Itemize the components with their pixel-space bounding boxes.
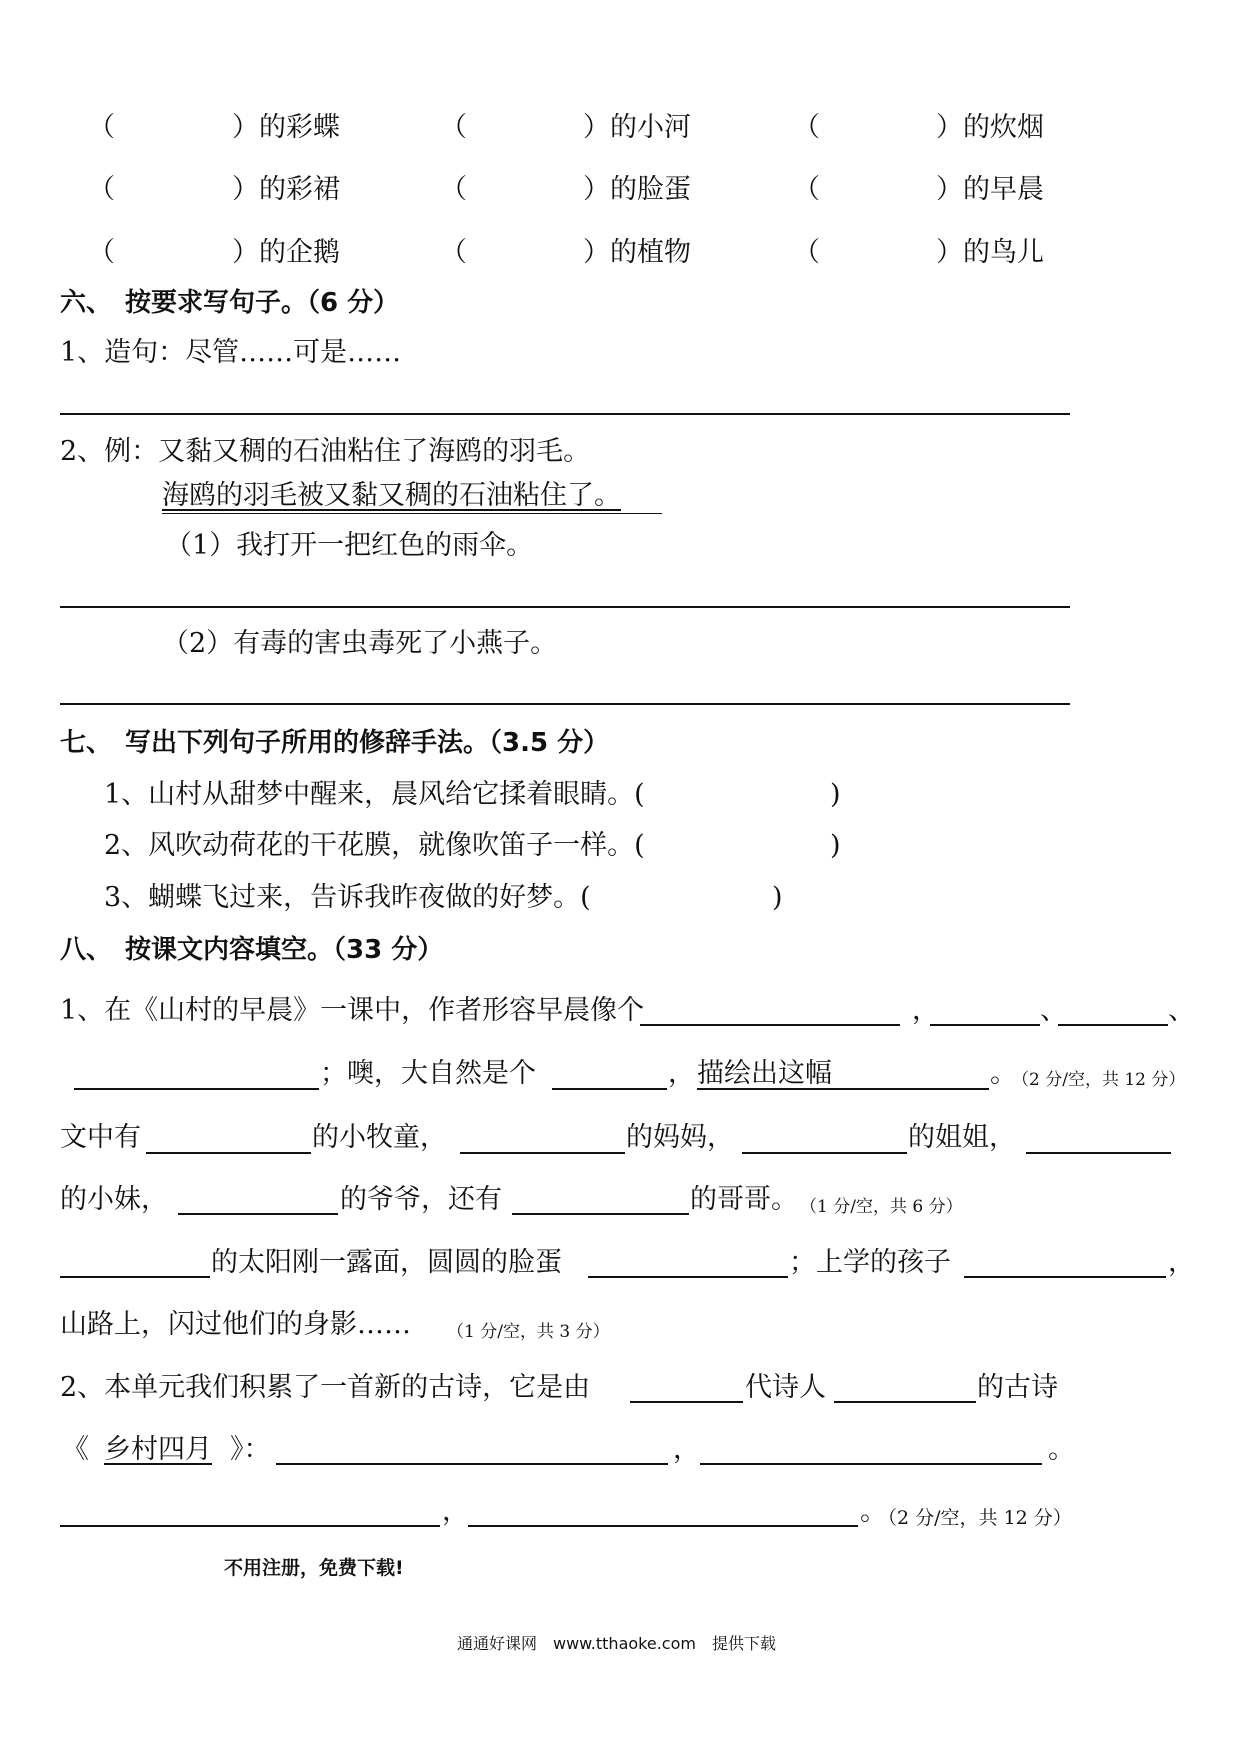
phrase-cell: ）的小河 bbox=[583, 112, 691, 143]
score-note: （1 分/空，共 6 分） bbox=[800, 1197, 963, 1217]
section-8-title: 八、 按课文内容填空。（33 分） bbox=[60, 935, 444, 965]
blank[interactable] bbox=[460, 1152, 625, 1154]
phrase-cell: ）的彩裙 bbox=[232, 174, 340, 205]
l3-d: 的姐姐， bbox=[908, 1122, 1016, 1153]
example-underline bbox=[162, 513, 662, 514]
s8-q2-b: 代诗人 bbox=[745, 1372, 826, 1403]
s8-q1-d: 描绘出这幅 bbox=[697, 1058, 832, 1089]
poem-title: 乡村四月 bbox=[104, 1434, 212, 1465]
s6-q1: 1、造句：尽管……可是…… bbox=[60, 337, 402, 368]
answer-line[interactable] bbox=[60, 606, 1070, 608]
s6-sub1: （1）我打开一把红色的雨伞。 bbox=[165, 530, 534, 561]
answer-line[interactable] bbox=[60, 703, 1070, 705]
blank[interactable] bbox=[834, 1401, 976, 1403]
phrase-cell: ）的企鹅 bbox=[232, 237, 340, 268]
blank[interactable] bbox=[146, 1152, 311, 1154]
blank[interactable] bbox=[276, 1463, 668, 1465]
section-6-title: 六、 按要求写句子。（6 分） bbox=[60, 288, 400, 318]
blank[interactable] bbox=[697, 1088, 989, 1090]
paren-open: （ bbox=[793, 112, 820, 143]
blank[interactable] bbox=[640, 1024, 900, 1026]
poem-close: 》： bbox=[230, 1434, 271, 1465]
blank[interactable] bbox=[588, 1276, 788, 1278]
s7-close: ) bbox=[772, 882, 783, 913]
dun: 、 bbox=[1040, 995, 1067, 1026]
comma: ， bbox=[668, 1058, 695, 1089]
comma: ， bbox=[442, 1496, 469, 1527]
blank[interactable] bbox=[1026, 1152, 1171, 1154]
s8-q2-a: 2、本单元我们积累了一首新的古诗，它是由 bbox=[60, 1372, 591, 1403]
s6-sub2: （2）有毒的害虫毒死了小燕子。 bbox=[162, 628, 558, 659]
blank[interactable] bbox=[552, 1088, 667, 1090]
s6-example: 海鸥的羽毛被又黏又稠的石油粘住了。 bbox=[162, 480, 621, 511]
l3-c: 的妈妈， bbox=[626, 1122, 734, 1153]
answer-line[interactable] bbox=[60, 413, 1070, 415]
s7-close: ) bbox=[830, 779, 841, 810]
blank[interactable] bbox=[930, 1024, 1040, 1026]
phrase-cell: ）的植物 bbox=[583, 237, 691, 268]
paren-open: （ bbox=[88, 112, 115, 143]
blank[interactable] bbox=[468, 1525, 858, 1527]
s7-close: ) bbox=[830, 830, 841, 861]
phrase-cell: ）的彩蝶 bbox=[232, 112, 340, 143]
score-note: （2 分/空，共 12 分） bbox=[1012, 1070, 1186, 1090]
phrase-cell: ）的炊烟 bbox=[936, 112, 1044, 143]
paren-open: （ bbox=[440, 237, 467, 268]
score-note: （2 分/空，共 12 分） bbox=[878, 1507, 1072, 1529]
paren-open: （ bbox=[88, 174, 115, 205]
comma: ， bbox=[912, 995, 939, 1026]
l5-a: 的太阳刚一露面，圆圆的脸蛋 bbox=[211, 1247, 562, 1278]
phrase-cell: ）的鸟儿 bbox=[936, 237, 1044, 268]
s8-q1-text: 1、在《山村的早晨》一课中，作者形容早晨像个 bbox=[60, 995, 645, 1026]
blank[interactable] bbox=[700, 1463, 1042, 1465]
blank[interactable] bbox=[964, 1276, 1166, 1278]
phrase-cell: ）的早晨 bbox=[936, 174, 1044, 205]
l4-b: 的爷爷，还有 bbox=[340, 1184, 502, 1215]
paren-open: （ bbox=[88, 237, 115, 268]
period: 。 bbox=[990, 1058, 1017, 1089]
l6: 山路上，闪过他们的身影…… bbox=[60, 1309, 411, 1340]
dun: 、 bbox=[1168, 995, 1195, 1026]
blank[interactable] bbox=[60, 1276, 210, 1278]
paren-open: （ bbox=[440, 174, 467, 205]
l5-b: ；上学的孩子 bbox=[789, 1247, 951, 1278]
comma: ， bbox=[1168, 1247, 1195, 1278]
blank[interactable] bbox=[1058, 1024, 1168, 1026]
s7-q1: 1、山村从甜梦中醒来，晨风给它揉着眼睛。( bbox=[104, 779, 645, 810]
l4-a: 的小妹， bbox=[60, 1184, 168, 1215]
comma: ， bbox=[673, 1434, 700, 1465]
s6-q2: 2、例：又黏又稠的石油粘住了海鸥的羽毛。 bbox=[60, 436, 591, 467]
paren-open: （ bbox=[793, 174, 820, 205]
s7-q2: 2、风吹动荷花的干花膜，就像吹笛子一样。( bbox=[104, 830, 645, 861]
l3-a: 文中有 bbox=[60, 1122, 141, 1153]
blank[interactable] bbox=[60, 1525, 440, 1527]
blank[interactable] bbox=[512, 1213, 689, 1215]
free-download-notice: 不用注册，免费下载! bbox=[224, 1557, 404, 1579]
paren-open: （ bbox=[793, 237, 820, 268]
blank[interactable] bbox=[178, 1213, 338, 1215]
s8-q1-b: ；噢，大自然是个 bbox=[320, 1058, 536, 1089]
score-note: （1 分/空，共 3 分） bbox=[447, 1322, 610, 1342]
footer-credit: 通通好课网 www.tthaoke.com 提供下载 bbox=[457, 1634, 776, 1653]
section-7-title: 七、 写出下列句子所用的修辞手法。（3.5 分） bbox=[60, 728, 610, 758]
s7-q3: 3、蝴蝶飞过来，告诉我昨夜做的好梦。( bbox=[104, 882, 591, 913]
s8-q2-c: 的古诗 bbox=[977, 1372, 1058, 1403]
blank[interactable] bbox=[74, 1088, 319, 1090]
l4-c: 的哥哥。 bbox=[690, 1184, 798, 1215]
l3-b: 的小牧童， bbox=[312, 1122, 447, 1153]
blank[interactable] bbox=[630, 1401, 743, 1403]
period: 。 bbox=[860, 1496, 887, 1527]
poem-open: 《 bbox=[62, 1434, 89, 1465]
paren-open: （ bbox=[440, 112, 467, 143]
blank[interactable] bbox=[742, 1152, 907, 1154]
period: 。 bbox=[1048, 1434, 1075, 1465]
phrase-cell: ）的脸蛋 bbox=[583, 174, 691, 205]
